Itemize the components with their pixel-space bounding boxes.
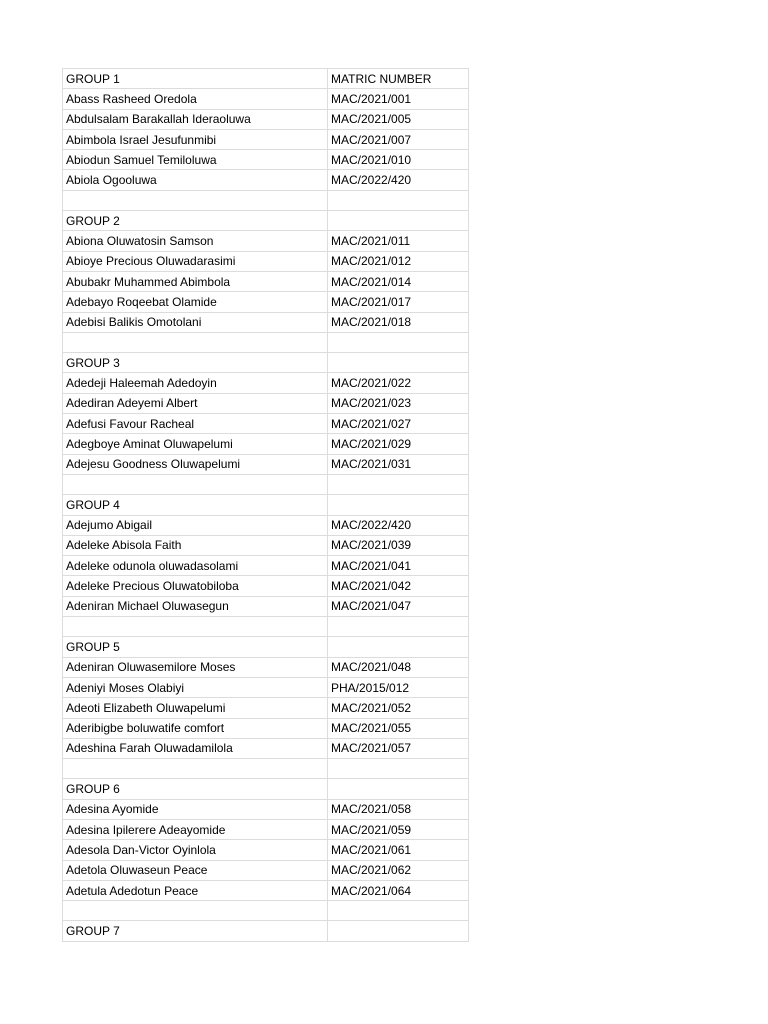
student-row bbox=[63, 698, 469, 718]
empty-cell bbox=[63, 474, 328, 494]
matric-number-cell: MAC/2021/064 bbox=[328, 880, 469, 900]
empty-cell bbox=[328, 211, 469, 231]
student-name-cell: Abimbola Israel Jesufunmibi bbox=[63, 129, 328, 149]
blank-row bbox=[63, 332, 469, 352]
student-row bbox=[63, 799, 469, 819]
student-row bbox=[63, 393, 469, 413]
group-label-cell: GROUP 4 bbox=[63, 495, 328, 515]
matric-number-cell: PHA/2015/012 bbox=[328, 677, 469, 697]
student-name-cell: Abubakr Muhammed Abimbola bbox=[63, 271, 328, 291]
matric-number-cell: MAC/2021/001 bbox=[328, 89, 469, 109]
student-name-cell: Aderibigbe boluwatife comfort bbox=[63, 718, 328, 738]
student-name-cell: Adesina Ayomide bbox=[63, 799, 328, 819]
group-heading-row bbox=[63, 779, 469, 799]
student-row bbox=[63, 373, 469, 393]
student-row bbox=[63, 150, 469, 170]
matric-number-cell: MAC/2021/014 bbox=[328, 271, 469, 291]
matric-number-cell: MAC/2021/007 bbox=[328, 129, 469, 149]
group-list-body bbox=[63, 69, 469, 942]
matric-number-cell: MAC/2021/011 bbox=[328, 231, 469, 251]
matric-number-cell: MAC/2021/041 bbox=[328, 556, 469, 576]
matric-number-cell: MAC/2021/055 bbox=[328, 718, 469, 738]
matric-number-cell: MAC/2021/039 bbox=[328, 535, 469, 555]
student-name-cell: Adediran Adeyemi Albert bbox=[63, 393, 328, 413]
empty-cell bbox=[63, 759, 328, 779]
matric-number-cell: MAC/2021/005 bbox=[328, 109, 469, 129]
student-row bbox=[63, 515, 469, 535]
student-row bbox=[63, 89, 469, 109]
student-name-cell: Abioye Precious Oluwadarasimi bbox=[63, 251, 328, 271]
student-name-cell: Adeleke Abisola Faith bbox=[63, 535, 328, 555]
matric-number-cell: MAC/2021/029 bbox=[328, 434, 469, 454]
student-row bbox=[63, 292, 469, 312]
student-name-cell: Adegboye Aminat Oluwapelumi bbox=[63, 434, 328, 454]
blank-row bbox=[63, 901, 469, 921]
student-name-cell: Adedeji Haleemah Adedoyin bbox=[63, 373, 328, 393]
blank-row bbox=[63, 759, 469, 779]
empty-cell bbox=[328, 779, 469, 799]
empty-cell bbox=[328, 901, 469, 921]
group-label-cell: GROUP 6 bbox=[63, 779, 328, 799]
empty-cell bbox=[63, 617, 328, 637]
matric-number-cell: MAC/2021/052 bbox=[328, 698, 469, 718]
student-name-cell: Adeniyi Moses Olabiyi bbox=[63, 677, 328, 697]
empty-cell bbox=[328, 190, 469, 210]
group-label-cell: GROUP 5 bbox=[63, 637, 328, 657]
group-label-cell: GROUP 7 bbox=[63, 921, 328, 941]
student-name-cell: Adeoti Elizabeth Oluwapelumi bbox=[63, 698, 328, 718]
group-heading-row bbox=[63, 211, 469, 231]
student-row bbox=[63, 434, 469, 454]
empty-cell bbox=[63, 190, 328, 210]
matric-number-cell: MAC/2021/012 bbox=[328, 251, 469, 271]
matric-number-cell: MAC/2021/023 bbox=[328, 393, 469, 413]
empty-cell bbox=[63, 901, 328, 921]
student-row bbox=[63, 535, 469, 555]
student-name-cell: Adejumo Abigail bbox=[63, 515, 328, 535]
student-name-cell: Adeleke odunola oluwadasolami bbox=[63, 556, 328, 576]
student-name-cell: Adesina Ipilerere Adeayomide bbox=[63, 819, 328, 839]
student-name-cell: Abiola Ogooluwa bbox=[63, 170, 328, 190]
student-name-cell: Abiona Oluwatosin Samson bbox=[63, 231, 328, 251]
matric-number-cell: MAC/2021/062 bbox=[328, 860, 469, 880]
student-row bbox=[63, 414, 469, 434]
empty-cell bbox=[328, 921, 469, 941]
student-row bbox=[63, 454, 469, 474]
group-label-cell: GROUP 2 bbox=[63, 211, 328, 231]
student-name-cell: Adejesu Goodness Oluwapelumi bbox=[63, 454, 328, 474]
student-name-cell: Abass Rasheed Oredola bbox=[63, 89, 328, 109]
student-row bbox=[63, 576, 469, 596]
student-row bbox=[63, 657, 469, 677]
matric-number-cell: MAC/2022/420 bbox=[328, 170, 469, 190]
group-list-table bbox=[62, 68, 469, 942]
matric-number-cell: MAC/2021/061 bbox=[328, 840, 469, 860]
group-label-cell: GROUP 3 bbox=[63, 353, 328, 373]
student-row bbox=[63, 312, 469, 332]
group-heading-row bbox=[63, 921, 469, 941]
student-row bbox=[63, 129, 469, 149]
student-row bbox=[63, 840, 469, 860]
student-row bbox=[63, 231, 469, 251]
matric-number-cell: MAC/2021/031 bbox=[328, 454, 469, 474]
matric-number-cell: MAC/2021/042 bbox=[328, 576, 469, 596]
empty-cell bbox=[328, 332, 469, 352]
matric-number-cell: MAC/2021/057 bbox=[328, 738, 469, 758]
empty-cell bbox=[328, 474, 469, 494]
matric-number-cell: MAC/2022/420 bbox=[328, 515, 469, 535]
matric-number-cell: MAC/2021/022 bbox=[328, 373, 469, 393]
matric-number-cell: MAC/2021/027 bbox=[328, 414, 469, 434]
student-name-cell: Adeniran Oluwasemilore Moses bbox=[63, 657, 328, 677]
student-name-cell: Abiodun Samuel Temiloluwa bbox=[63, 150, 328, 170]
student-name-cell: Adesola Dan-Victor Oyinlola bbox=[63, 840, 328, 860]
matric-number-cell: MAC/2021/059 bbox=[328, 819, 469, 839]
student-row bbox=[63, 860, 469, 880]
group-heading-row bbox=[63, 637, 469, 657]
matric-number-cell: MAC/2021/010 bbox=[328, 150, 469, 170]
blank-row bbox=[63, 617, 469, 637]
student-row bbox=[63, 109, 469, 129]
student-row bbox=[63, 738, 469, 758]
matric-number-cell: MAC/2021/048 bbox=[328, 657, 469, 677]
group-heading-row bbox=[63, 495, 469, 515]
student-name-cell: Adebayo Roqeebat Olamide bbox=[63, 292, 328, 312]
blank-row bbox=[63, 190, 469, 210]
student-row bbox=[63, 880, 469, 900]
group-label-cell: GROUP 1 bbox=[63, 69, 328, 89]
empty-cell bbox=[63, 332, 328, 352]
student-name-cell: Abdulsalam Barakallah Ideraoluwa bbox=[63, 109, 328, 129]
student-name-cell: Adefusi Favour Racheal bbox=[63, 414, 328, 434]
student-row bbox=[63, 819, 469, 839]
matric-number-cell: MAC/2021/047 bbox=[328, 596, 469, 616]
student-name-cell: Adeleke Precious Oluwatobiloba bbox=[63, 576, 328, 596]
student-name-cell: Adetula Adedotun Peace bbox=[63, 880, 328, 900]
matric-number-cell: MAC/2021/018 bbox=[328, 312, 469, 332]
student-row bbox=[63, 271, 469, 291]
matric-header-cell: MATRIC NUMBER bbox=[328, 69, 469, 89]
empty-cell bbox=[328, 495, 469, 515]
student-name-cell: Adetola Oluwaseun Peace bbox=[63, 860, 328, 880]
student-name-cell: Adeshina Farah Oluwadamilola bbox=[63, 738, 328, 758]
blank-row bbox=[63, 474, 469, 494]
student-row bbox=[63, 170, 469, 190]
empty-cell bbox=[328, 353, 469, 373]
header-row bbox=[63, 69, 469, 89]
student-row bbox=[63, 677, 469, 697]
student-row bbox=[63, 718, 469, 738]
student-name-cell: Adebisi Balikis Omotolani bbox=[63, 312, 328, 332]
matric-number-cell: MAC/2021/017 bbox=[328, 292, 469, 312]
empty-cell bbox=[328, 759, 469, 779]
group-heading-row bbox=[63, 353, 469, 373]
matric-number-cell: MAC/2021/058 bbox=[328, 799, 469, 819]
empty-cell bbox=[328, 617, 469, 637]
student-name-cell: Adeniran Michael Oluwasegun bbox=[63, 596, 328, 616]
student-row bbox=[63, 596, 469, 616]
student-row bbox=[63, 251, 469, 271]
empty-cell bbox=[328, 637, 469, 657]
student-row bbox=[63, 556, 469, 576]
